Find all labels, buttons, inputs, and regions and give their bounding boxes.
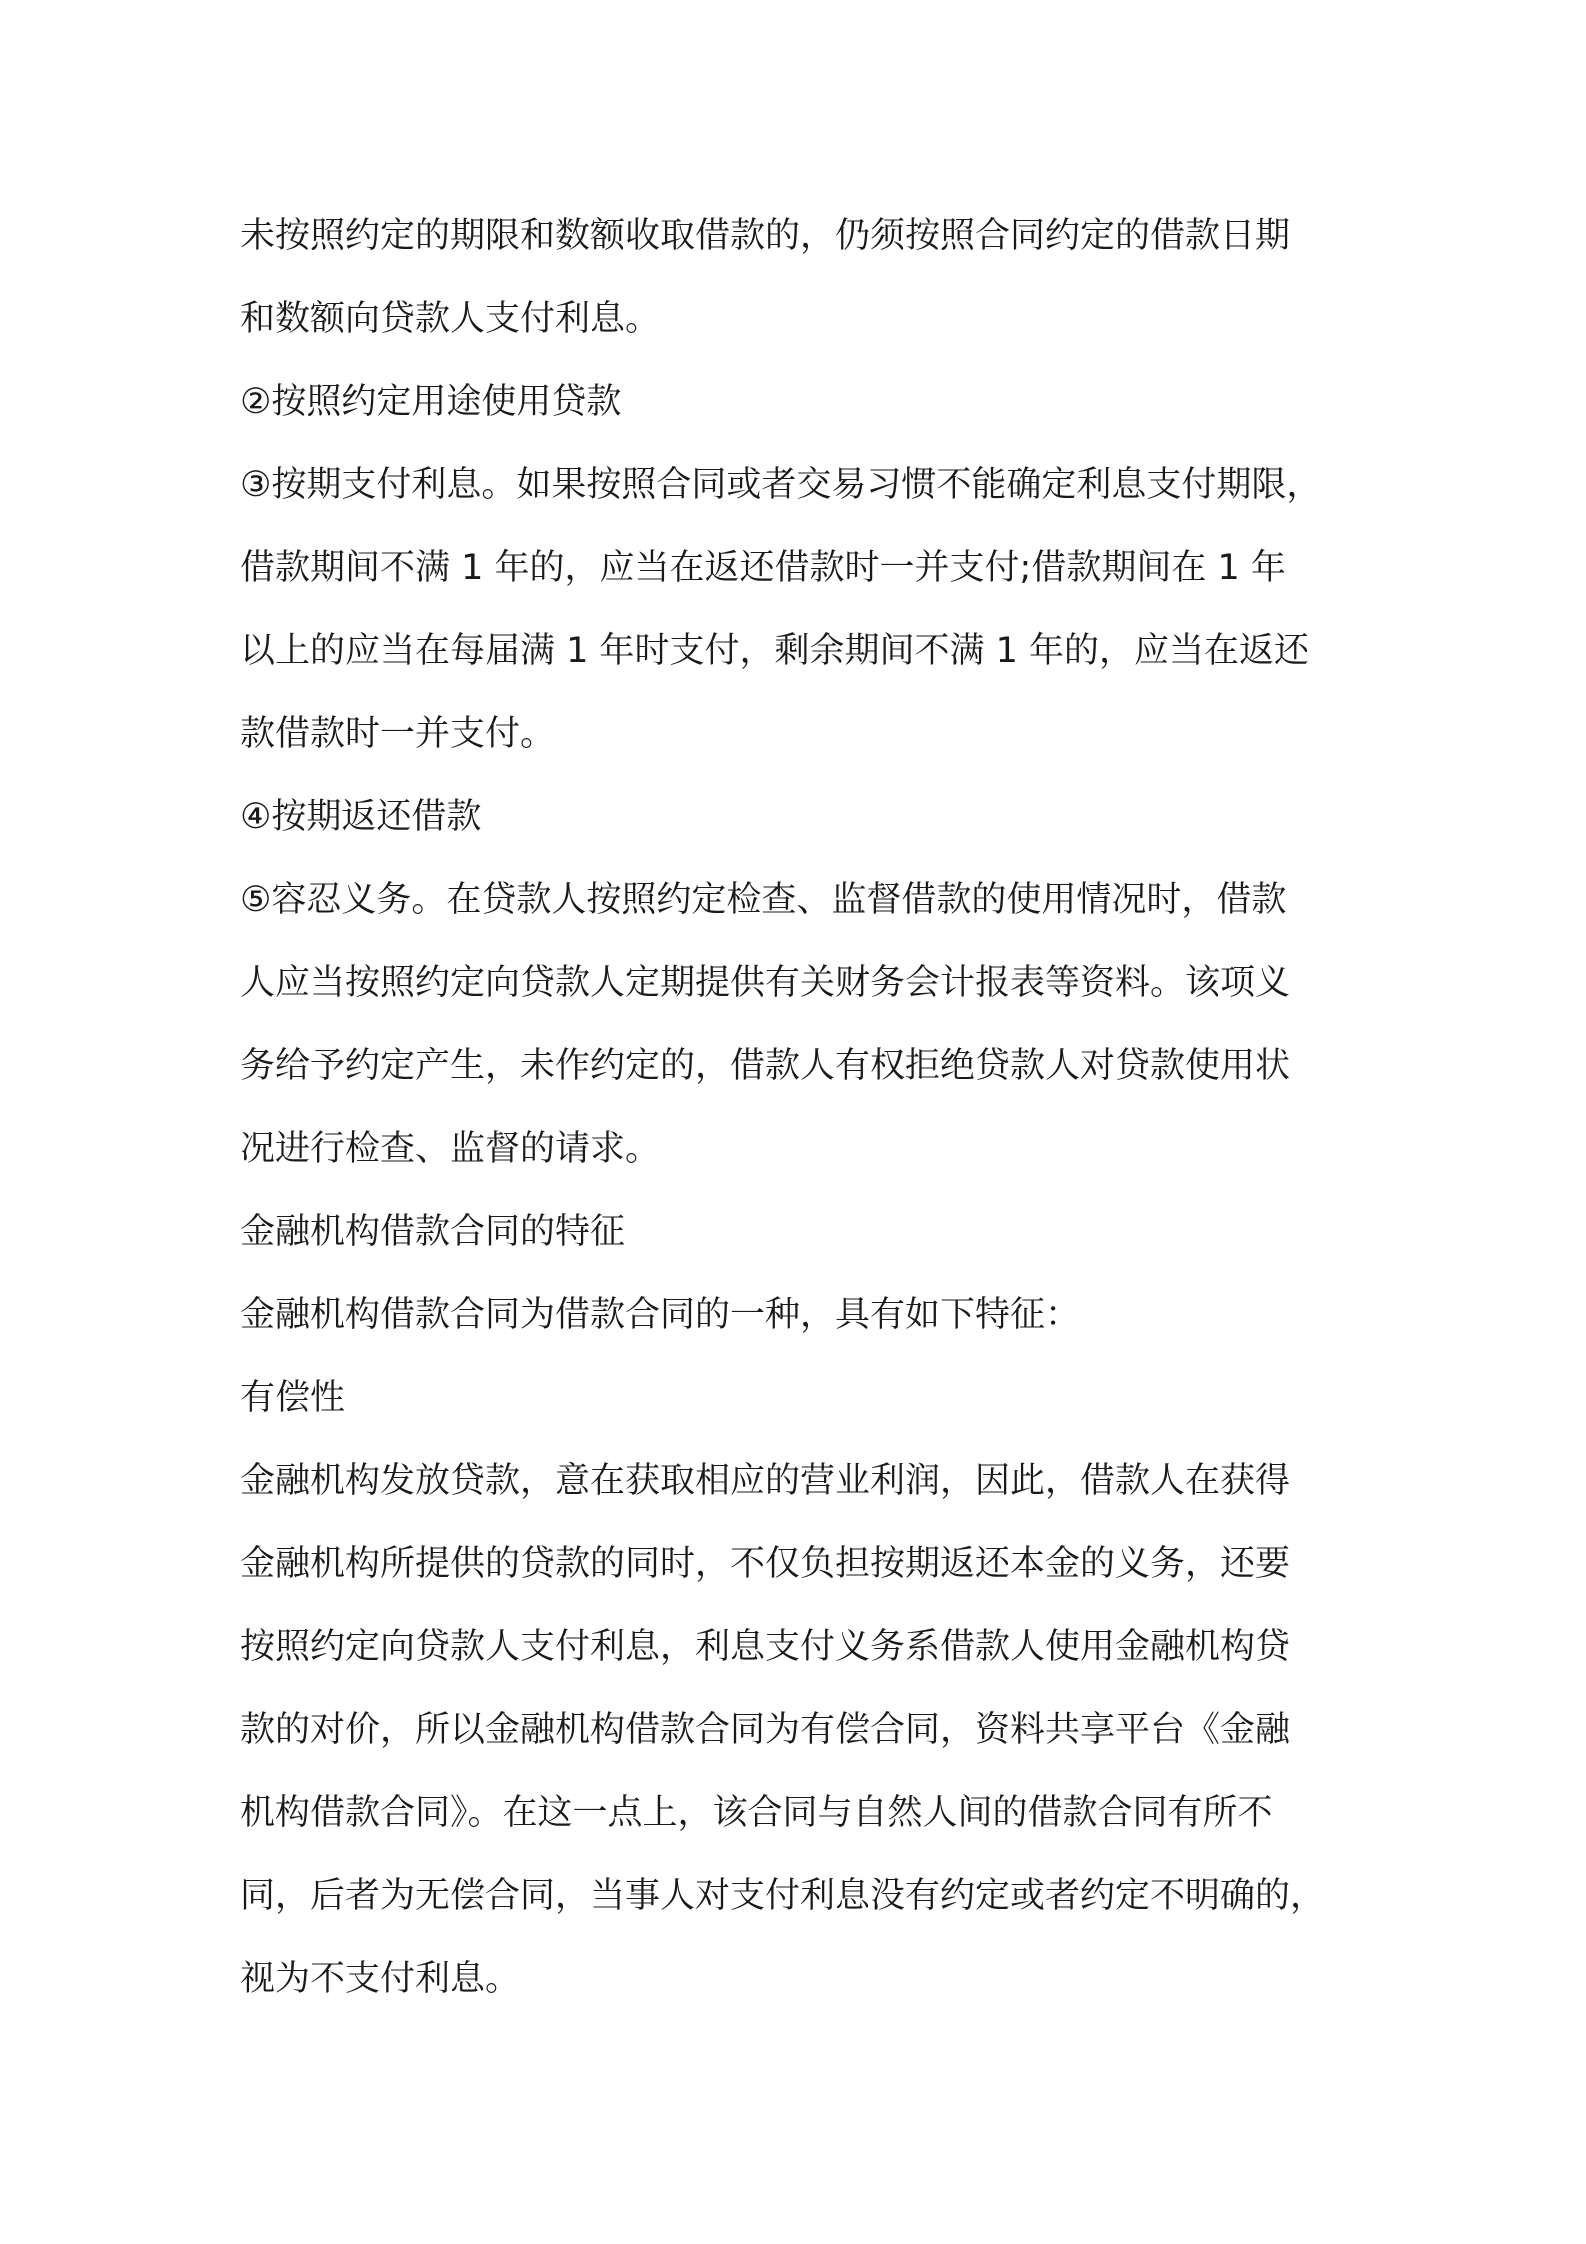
text-line: 和数额向贷款人支付利息。 <box>240 299 661 339</box>
text-line: 金融机构借款合同为借款合同的一种，具有如下特征： <box>240 1295 1081 1335</box>
text-line: 款的对价，所以金融机构借款合同为有偿合同，资料共享平台《金融 <box>240 1710 1291 1750</box>
section-heading: 金融机构借款合同的特征 <box>240 1212 626 1252</box>
text-line: 以上的应当在每届满 1 年时支付，剩余期间不满 1 年的，应当在返还 <box>240 631 1310 671</box>
text-line: ⑤容忍义务。在贷款人按照约定检查、监督借款的使用情况时，借款 <box>240 880 1287 920</box>
subsection-heading: 有偿性 <box>240 1378 346 1418</box>
text-line: 务给予约定产生，未作约定的，借款人有权拒绝贷款人对贷款使用状 <box>240 1046 1291 1086</box>
text-line: ③按期支付利息。如果按照合同或者交易习惯不能确定利息支付期限， <box>240 465 1322 505</box>
text-line: ②按照约定用途使用贷款 <box>240 382 622 422</box>
document-body <box>240 195 1370 2021</box>
text-line: 借款期间不满 1 年的，应当在返还借款时一并支付;借款期间在 1 年 <box>240 548 1286 588</box>
text-line: 金融机构发放贷款，意在获取相应的营业利润，因此，借款人在获得 <box>240 1461 1291 1501</box>
text-line: 同，后者为无偿合同，当事人对支付利息没有约定或者约定不明确的， <box>240 1876 1326 1916</box>
text-line: 人应当按照约定向贷款人定期提供有关财务会计报表等资料。该项义 <box>240 963 1291 1003</box>
text-line: 况进行检查、监督的请求。 <box>240 1129 661 1169</box>
text-line: 视为不支付利息。 <box>240 1959 521 1999</box>
text-line: 机构借款合同》。在这一点上，该合同与自然人间的借款合同有所不 <box>240 1793 1273 1833</box>
text-line: 未按照约定的期限和数额收取借款的，仍须按照合同约定的借款日期 <box>240 216 1291 256</box>
text-line: 按照约定向贷款人支付利息，利息支付义务系借款人使用金融机构贷 <box>240 1627 1291 1667</box>
text-line: 金融机构所提供的贷款的同时，不仅负担按期返还本金的义务，还要 <box>240 1544 1291 1584</box>
text-line: ④按期返还借款 <box>240 797 482 837</box>
text-line: 款借款时一并支付。 <box>240 714 556 754</box>
